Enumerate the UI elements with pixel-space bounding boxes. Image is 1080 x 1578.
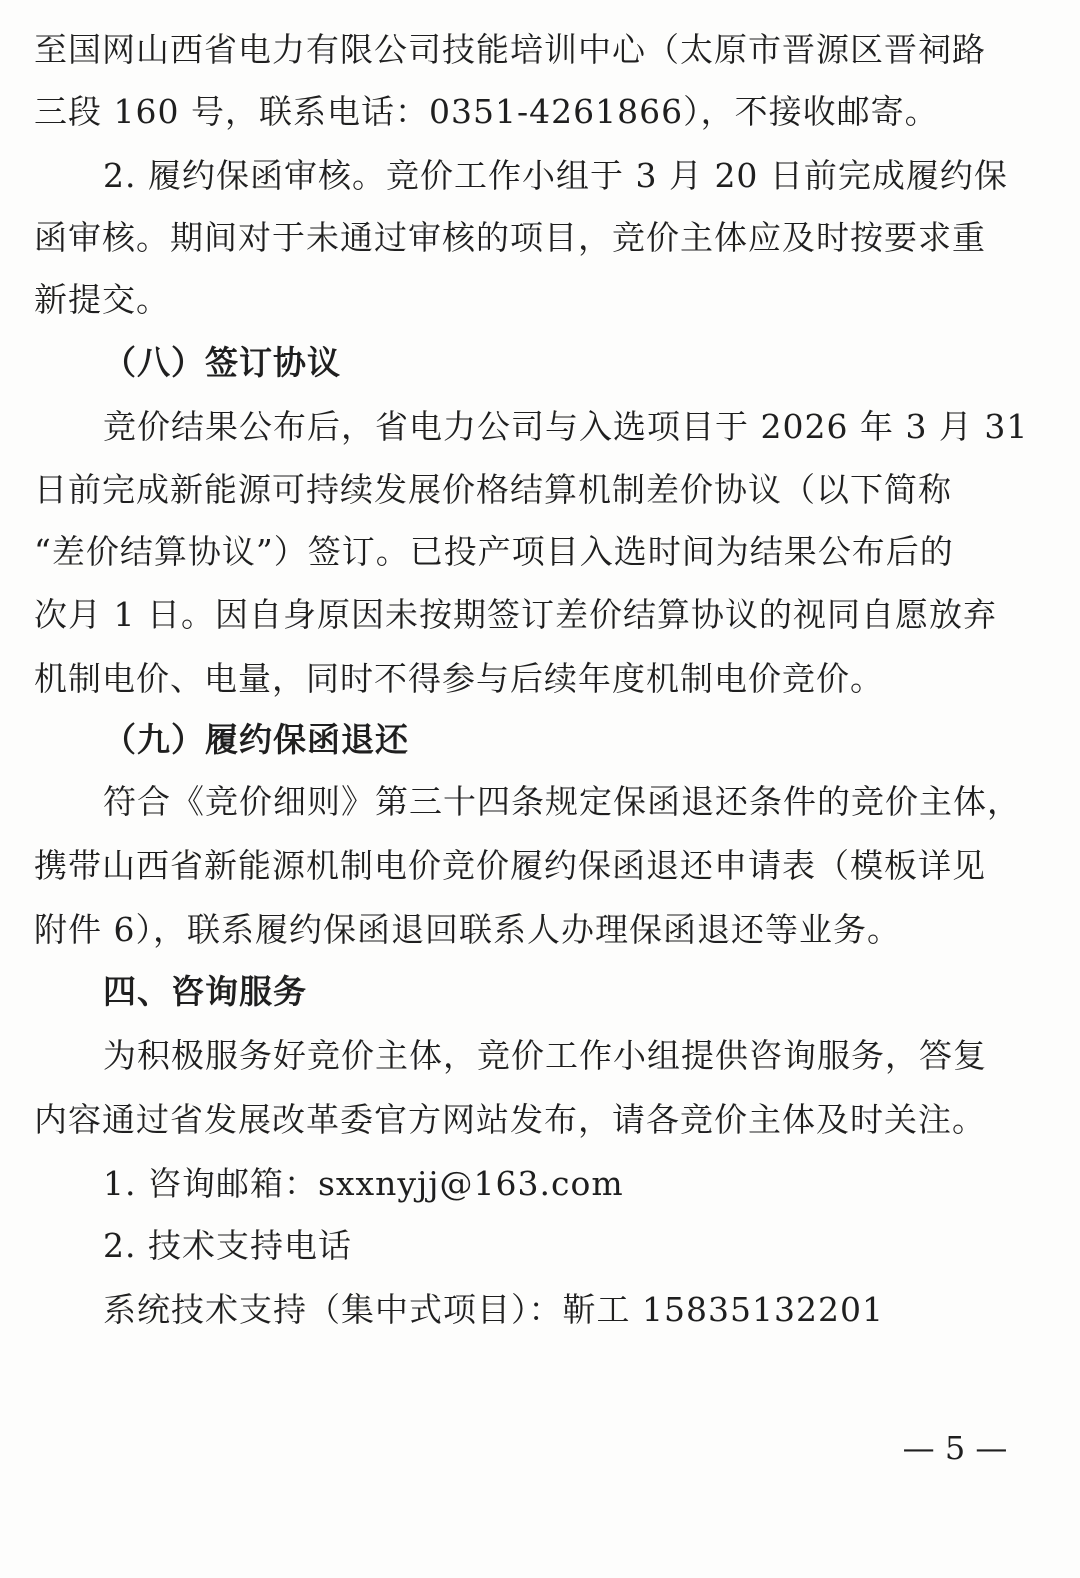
text-line-2: 三段 160 号，联系电话：0351-4261866），不接收邮寄。 bbox=[34, 92, 939, 131]
text-line-17: 为积极服务好竞价主体，竞价工作小组提供咨询服务，答复 bbox=[103, 1036, 987, 1075]
text-line-3: 2. 履约保函审核。竞价工作小组于 3 月 20 日前完成履约保 bbox=[103, 156, 1008, 195]
text-line-10: 次月 1 日。因自身原因未按期签订差价结算协议的视同自愿放弃 bbox=[34, 595, 997, 634]
text-line-1: 至国网山西省电力有限公司技能培训中心（太原市晋源区晋祠路 bbox=[34, 30, 986, 69]
text-line-8: 日前完成新能源可持续发展价格结算机制差价协议（以下简称 bbox=[34, 470, 952, 509]
contact-email-line: 1. 咨询邮箱：sxxnyjj@163.com bbox=[103, 1164, 624, 1203]
text-line-7: 竞价结果公布后，省电力公司与入选项目于 2026 年 3 月 31 bbox=[103, 407, 1029, 446]
section-heading-9: （九）履约保函退还 bbox=[103, 720, 409, 759]
text-line-11: 机制电价、电量，同时不得参与后续年度机制电价竞价。 bbox=[34, 659, 884, 698]
text-line-9: “差价结算协议”）签订。已投产项目入选时间为结果公布后的 bbox=[34, 532, 954, 571]
text-line-18: 内容通过省发展改革委官方网站发布，请各竞价主体及时关注。 bbox=[34, 1100, 986, 1139]
text-line-14: 携带山西省新能源机制电价竞价履约保函退还申请表（模板详见 bbox=[34, 846, 986, 885]
section-heading-8: （八）签订协议 bbox=[103, 343, 341, 382]
text-line-4: 函审核。期间对于未通过审核的项目，竞价主体应及时按要求重 bbox=[34, 218, 986, 257]
text-line-5: 新提交。 bbox=[34, 280, 170, 319]
text-line-15: 附件 6），联系履约保函退回联系人办理保函退还等业务。 bbox=[34, 910, 901, 949]
tech-support-heading: 2. 技术支持电话 bbox=[103, 1226, 352, 1265]
text-line-13: 符合《竞价细则》第三十四条规定保函退还条件的竞价主体， bbox=[103, 782, 1021, 821]
tech-support-phone-line: 系统技术支持（集中式项目）：靳工 15835132201 bbox=[103, 1290, 884, 1329]
page-number: — 5 — bbox=[902, 1429, 1008, 1467]
section-heading-4: 四、咨询服务 bbox=[103, 972, 307, 1011]
